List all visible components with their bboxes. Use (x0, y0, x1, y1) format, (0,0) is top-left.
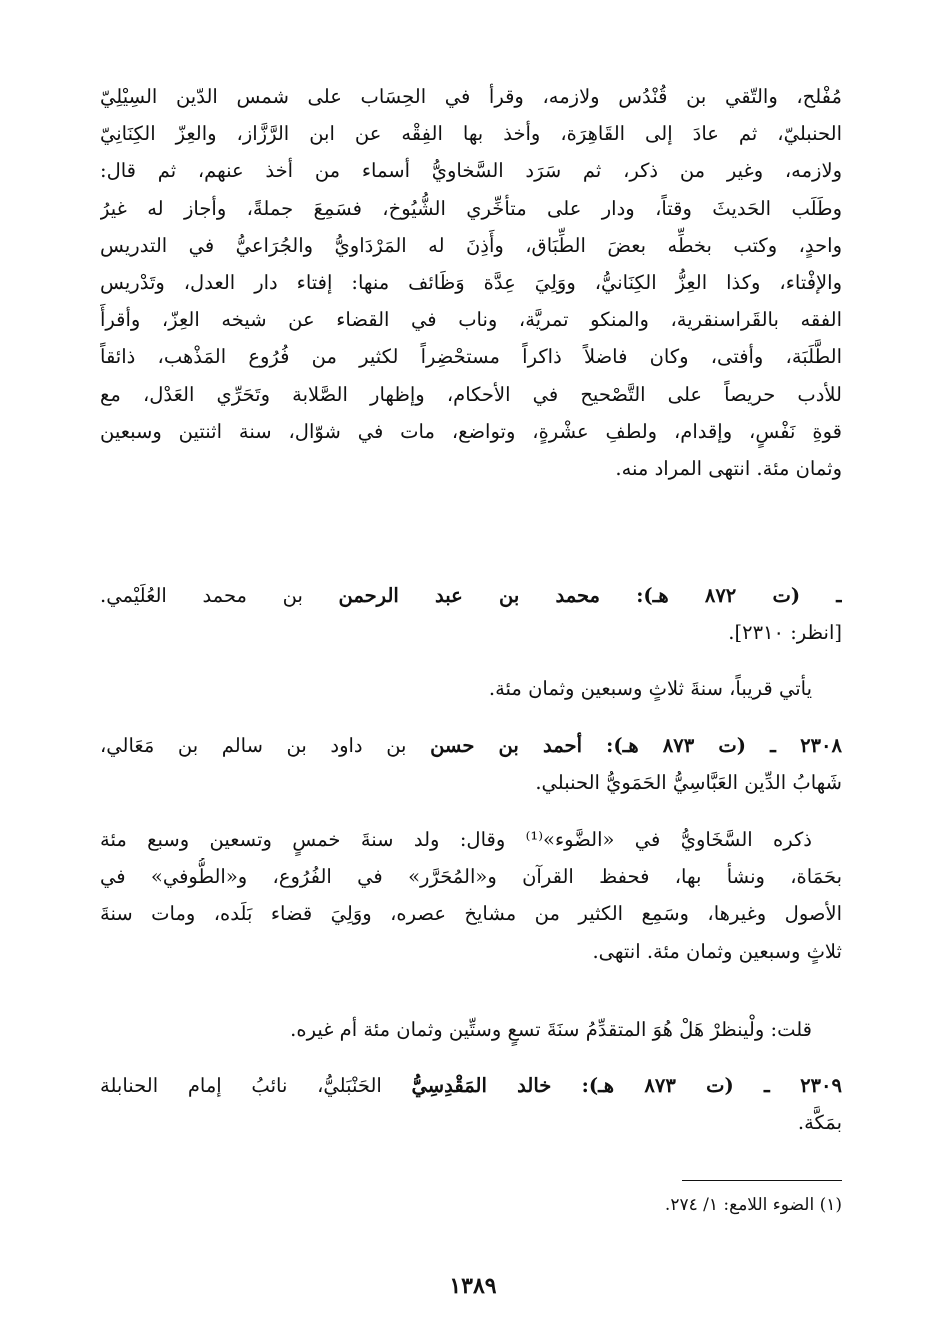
text-line: قوةِ نَفْسٍ، وإقدام، ولطفِ عشْرةٍ، وتواضع، مات في شوّال، سنة اثنتين وسبعين (100, 419, 842, 443)
text-line: قلت: ولْينظرْ هَلْ هُوَ المتقدِّمُ سنَةَ تسعٍ وستِّين وثمان مئة أم غيره. (290, 1018, 812, 1041)
text-line: ذكره السَّخَاويُّ في «الضَّوء»⁽¹⁾ وقال: ولد سنةَ خمسٍ وتسعين وسبع مئة (100, 828, 812, 851)
entry-heading-rest: بن محمد العُلَيْمي. (100, 584, 339, 607)
paragraph-biography-2308 (100, 821, 842, 970)
text-line: الأصول وغيرها، وسَمِع الكثير من مشايخ عصره، ووَلِيَ قضاء بَلَده، ومات سنةَ (100, 902, 842, 926)
text-line: يأتي قريباً، سنةَ ثلاثٍ وسبعين وثمان مئة. (488, 677, 812, 700)
text-line: شَهابُ الدِّين العَبَّاسِيُّ الحَمَويُّ الحنبلي. (535, 771, 842, 795)
entry-heading-rest: بن داود بن سالم بن مَعَالي، (100, 734, 431, 757)
text-line: الفقه بالقَراسنقرية، والمنكو تمريَّة، وناب في القضاء عن شيخه العِزّ، وأقرأَ (100, 308, 842, 332)
text-line: الطَّلَبَة، وأفتى، وكان فاضلاً ذاكراً مستحْضِراً لكثير من فُرُوع المَذْهب، ذائقاً (100, 345, 842, 369)
entry-heading-rest: الحَنْبَليُّ، نائبُ إمام الحنابلة (100, 1074, 412, 1097)
cross-reference: [انظر: ٢٣١٠]. (728, 621, 842, 645)
entry-heading-bold: ٢٣٠٩ ـ (ت ٨٧٣ هـ): خالد المَقْدِسِيُّ (411, 1074, 842, 1097)
text-line: بمَكَّة. (797, 1111, 842, 1135)
text-line: والإفْتاء، وكذا العِزُّ الكِنَانيُّ، ووَلِيَ عِدَّة وَظَائف منها: إفتاء دار العدل، وتَدْريس (100, 271, 842, 295)
text-line: واحدٍ، وكتب بخطِّه بعضَ الطِّبَاق، وأَذِنَ له المَرْدَاويُّ والجُرَاعيُّ في التدريس (100, 233, 842, 257)
text-line: ثلاثٍ وسبعين وثمان مئة. انتهى. (592, 939, 842, 963)
text-line (100, 1067, 842, 1104)
paragraph-note (100, 670, 842, 707)
text-line: وطَلَب الحَديثَ وقتاً، ودار على متأخِّري الشُّيُوخ، فسَمِعَ جملةً، وأجاز له غيرُ (100, 196, 842, 220)
entry-heading-2308 (100, 727, 842, 801)
text-line (100, 727, 842, 764)
page-number: ١٣٨٩ (449, 1273, 497, 1299)
text-line (100, 577, 842, 614)
footnote: (١) الضوء اللامع: ١/ ٢٧٤. (664, 1195, 842, 1215)
entry-heading-alulaymi (100, 577, 842, 651)
text-line: الحنبليّ، ثم عادَ إلى القَاهِرَة، وأخذ بها الفِقْه عن ابن الرَّزَّاز، والعِزّ الكِنَانِيّ (100, 122, 842, 146)
text-line: ولازمه، وغير من ذكر، ثم سَرَد السَّخاويُّ أسماء من أخذ عنهم، ثم قال: (100, 159, 842, 183)
text-line: للأدب حريصاً على التَّصْحيح في الأحكام، وإظهار الصَّلابة وتَحَرِّي العَدْل، مع (100, 382, 842, 406)
entry-heading-bold: ـ (ت ٨٧٢ هـ): محمد بن عبد الرحمن (338, 584, 842, 607)
text-line: وثمان مئة. انتهى المراد منه. (615, 457, 842, 481)
text-line: بحَمَاة، ونشأ بها، فحفظ القرآن و«المُحَرَّر» في الفُرُوع، و«الطُّوفي» في (100, 865, 842, 889)
entry-heading-2309 (100, 1067, 842, 1141)
entry-heading-bold: ٢٣٠٨ ـ (ت ٨٧٣ هـ): أحمد بن حسن (430, 734, 842, 757)
paragraph-author-comment (100, 1011, 842, 1048)
footnote-divider (682, 1180, 842, 1181)
paragraph-biography-continued (100, 78, 842, 487)
text-line: مُفْلح، والتّقي بن قُنْدُس ولازمه، وقرأ في الحِسَاب على شمس الدّين السِيْلِيّ (100, 85, 842, 108)
